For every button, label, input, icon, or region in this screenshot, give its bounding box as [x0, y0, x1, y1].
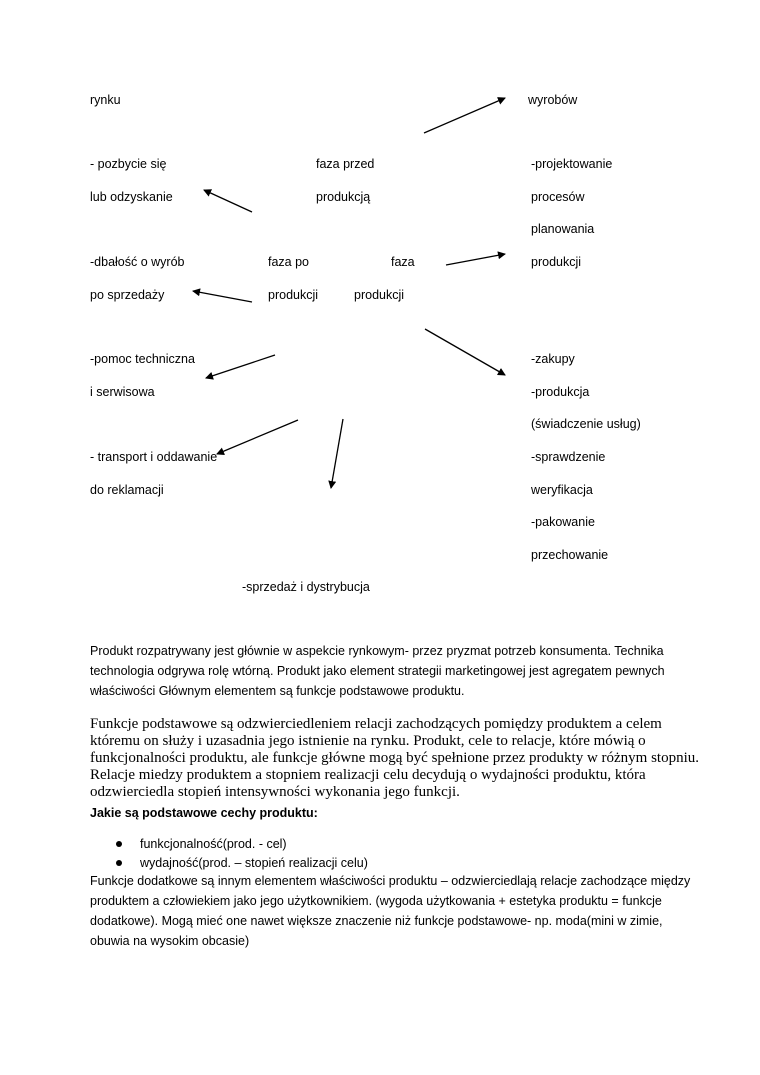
label-zakupy: -zakupy [531, 352, 575, 366]
label-przechowanie: przechowanie [531, 548, 609, 562]
label-odzyskanie: lub odzyskanie [90, 190, 173, 204]
arrow-to-sprzedaz [331, 419, 343, 488]
label-procesow: procesów [531, 190, 585, 204]
label-pomoc: -pomoc techniczna [90, 352, 195, 366]
label-produkcji-center: produkcji [354, 288, 405, 302]
label-faza-po: faza po [268, 255, 310, 269]
label-produkcja: produkcją [316, 190, 371, 204]
label-dbalosc: -dbałość o wyrób [90, 255, 185, 269]
label-sprzedaz: -sprzedaż i dystrybucja [242, 580, 370, 594]
label-transport: - transport i oddawanie [90, 450, 218, 464]
label-produkcji-right: produkcji [531, 255, 582, 269]
label-wyrobow: wyrobów [528, 93, 578, 107]
paragraph-basic-functions: Funkcje podstawowe są odzwierciedleniem relacji zachodzących pomiędzy produktem a celem któremu on służy i uzasadnia jego istnienie na rynku. Produkt, cele to relacje, które mówią o funkcjonalności produktu, ale funkcje główne mogą być spełnione przez produkty w różnym stopniu. Relacje miedzy produktem a stopniem realizacji celu decydują o wydajności produktu, która odzwierciedla stopień intensywności wykonania jego funkcji. [90, 716, 700, 800]
label-reklamacji: do reklamacji [90, 483, 164, 497]
label-faza: faza [391, 255, 415, 269]
label-produkcji-po: produkcji [268, 288, 319, 302]
features-list [112, 835, 368, 873]
heading-basic-features: Jakie są podstawowe cechy produktu: [90, 806, 318, 820]
label-faza-przed: faza przed [316, 157, 375, 171]
list-item: funkcjonalność(prod. - cel) [112, 835, 368, 854]
paragraph-additional-functions: Funkcje dodatkowe są innym elementem właściwości produktu – odzwierciedlają relacje zachodzące między produktem a człowiekiem jako jego użytkownikiem. (wygoda użytkowania + estetyka produktu = funkcje dodatkowe). Mogą mieć one nawet większe znaczenie niż funkcje podstawowe- np. moda(mini w zimie, obuwia na wysokim obcasie) [90, 874, 691, 948]
label-projektowanie: -projektowanie [531, 157, 613, 171]
paragraph-product-aspect: Produkt rozpatrywany jest głównie w aspekcie rynkowym- przez pryzmat potrzeb konsumenta. Technika technologia odgrywa rolę wtórną. Produkt jako element strategii marketingowej jest agregatem pewnych właściwości Głównym elementem są funkcje podstawowe produktu. [90, 644, 665, 698]
label-swiadczenie: (świadczenie usług) [531, 417, 641, 431]
arrow-to-wyrobow [424, 98, 505, 133]
label-rynku: rynku [90, 93, 121, 107]
arrow-to-odzyskanie [204, 190, 252, 212]
arrow-to-zakupy [425, 329, 505, 375]
label-pozbycie: - pozbycie się [90, 157, 167, 171]
arrow-to-transport [217, 420, 298, 454]
label-sprawdzenie: -sprawdzenie [531, 450, 606, 464]
arrow-to-produkcji-right [446, 254, 505, 265]
label-planowania: planowania [531, 222, 595, 236]
arrow-to-po-sprzedazy [193, 291, 252, 302]
arrow-to-serwisowa [206, 355, 275, 378]
label-serwisowa: i serwisowa [90, 385, 155, 399]
list-item: wydajność(prod. – stopień realizacji celu) [112, 854, 368, 873]
label-weryfikacja: weryfikacja [531, 483, 593, 497]
label-po-sprzedazy: po sprzedaży [90, 288, 165, 302]
label-pakowanie: -pakowanie [531, 515, 595, 529]
label-produkcja-right: -produkcja [531, 385, 590, 399]
